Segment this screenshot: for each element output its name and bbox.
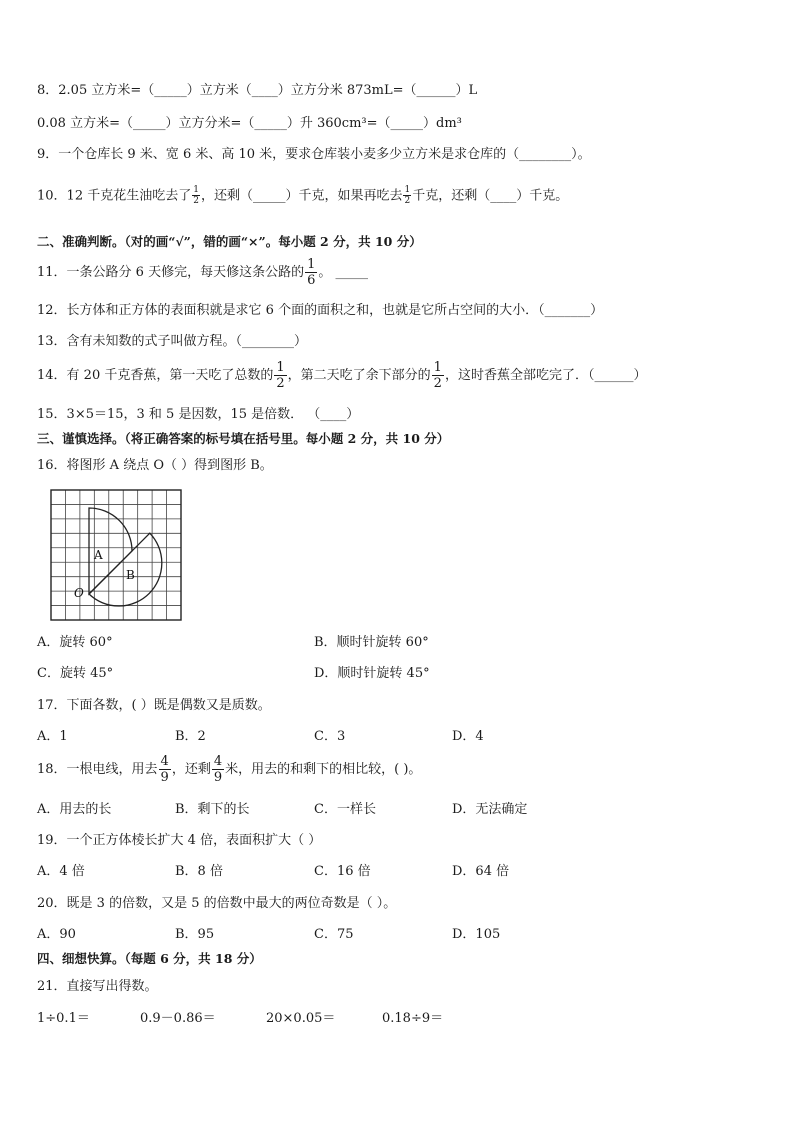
- q18-option-d[interactable]: D．无法确定: [452, 802, 528, 817]
- q17-stem: 17．下面各数，( ）既是偶数又是质数。: [37, 698, 271, 713]
- q11-fraction: [305, 258, 317, 287]
- q18-text: [37, 755, 421, 784]
- q21-item-2: 0.9－0.86＝: [140, 1011, 216, 1026]
- q18-option-c[interactable]: C．一样长: [314, 802, 376, 817]
- q14-frac2-den: 2: [433, 376, 442, 391]
- q14-frac1-num: 1: [276, 360, 285, 375]
- q14-frac1-den: 2: [276, 376, 285, 391]
- q18-part2: ，还剩: [171, 762, 211, 777]
- q11-text: [37, 258, 368, 287]
- q20-stem: 20．既是 3 的倍数，又是 5 的倍数中最大的两位奇数是（ ）。: [37, 896, 397, 911]
- q17-option-c[interactable]: C．3: [314, 729, 346, 744]
- q14-frac2-num: 1: [433, 360, 442, 375]
- q10-fraction-1: [192, 186, 200, 206]
- q18-option-a[interactable]: A．用去的长: [37, 802, 112, 817]
- q10-frac1-num: 1: [193, 185, 199, 195]
- q19-option-c[interactable]: C．16 倍: [314, 864, 371, 879]
- label-o: O: [74, 586, 84, 600]
- q12-text: 12．长方体和正方体的表面积就是求它 6 个面的面积之和，也就是它所占空间的大小．（_______）: [37, 303, 604, 318]
- label-a: A: [94, 548, 103, 562]
- q16-option-d[interactable]: D．顺时针旋转 45°: [314, 666, 430, 681]
- q21-item-3: 20×0.05＝: [266, 1011, 336, 1026]
- q8-line1: 8．2.05 立方米=（_____）立方米（____）立方分米 873mL=（______）L: [37, 83, 478, 98]
- q10-part2: ，还剩（_____）千克，如果再吃去: [200, 188, 403, 204]
- q14-fraction-2: [432, 361, 444, 390]
- q10-frac2-num: 1: [404, 185, 411, 195]
- section-2-heading: 二、准确判断。（对的画“√”，错的画“×”。每小题 2 分，共 10 分）: [37, 234, 422, 249]
- label-b: B: [126, 568, 135, 582]
- q10-frac2-den: 2: [404, 196, 411, 206]
- q10-part1: 10．12 千克花生油吃去了: [37, 188, 192, 204]
- q10-fraction-2: [403, 186, 411, 206]
- section-4-heading: 四、细想快算。（每题 6 分，共 18 分）: [37, 951, 262, 966]
- q20-option-a[interactable]: A．90: [37, 927, 76, 942]
- q18-frac1-num: 4: [160, 754, 169, 769]
- q11-frac-den: 6: [307, 273, 316, 288]
- q14-text: [37, 361, 646, 390]
- q16-option-a[interactable]: A．旋转 60°: [37, 635, 113, 650]
- q20-option-c[interactable]: C．75: [314, 927, 354, 942]
- q17-option-b[interactable]: B．2: [175, 729, 206, 744]
- q19-option-a[interactable]: A．4 倍: [37, 864, 85, 879]
- q14-fraction-1: [274, 361, 286, 390]
- q11-stem: 11．一条公路分 6 天修完，每天修这条公路的: [37, 265, 305, 280]
- q16-stem: 16．将图形 A 绕点 O（ ）得到图形 B。: [37, 458, 273, 473]
- q18-part3: 米，用去的和剩下的相比较，( )。: [225, 762, 422, 777]
- q21-item-4: 0.18÷9＝: [382, 1011, 444, 1026]
- q9-text: 9．一个仓库长 9 米、宽 6 米、高 10 米，要求仓库装小麦多少立方米是求仓库的（________）。: [37, 147, 591, 162]
- q11-tail: 。 _____: [318, 265, 368, 280]
- q17-option-d[interactable]: D．4: [452, 729, 484, 744]
- q14-part3: ，这时香蕉全部吃完了．（______）: [444, 368, 647, 383]
- q19-option-d[interactable]: D．64 倍: [452, 864, 510, 879]
- q20-option-b[interactable]: B．95: [175, 927, 215, 942]
- q18-frac1-den: 9: [160, 770, 169, 785]
- q14-part1: 14．有 20 千克香蕉，第一天吃了总数的: [37, 368, 274, 383]
- q19-option-b[interactable]: B．8 倍: [175, 864, 223, 879]
- q10-part3: 千克，还剩（____）千克。: [412, 188, 569, 204]
- q16-rotation-figure: [48, 487, 184, 623]
- q21-item-1: 1÷0.1＝: [37, 1011, 90, 1026]
- q8-line2: 0.08 立方米=（_____）立方分米=（_____）升 360cm³=（_____）dm³: [37, 116, 462, 131]
- q15-text: 15．3×5＝15，3 和 5 是因数，15 是倍数． （____）: [37, 407, 360, 422]
- q10-frac1-den: 2: [193, 196, 199, 206]
- q18-frac2-num: 4: [213, 754, 223, 769]
- q16-option-b[interactable]: B．顺时针旋转 60°: [314, 635, 429, 650]
- q10-text: [37, 186, 568, 206]
- q21-stem: 21．直接写出得数。: [37, 979, 158, 994]
- q17-option-a[interactable]: A．1: [37, 729, 68, 744]
- q20-option-d[interactable]: D．105: [452, 927, 501, 942]
- q18-fraction-1: [159, 755, 171, 784]
- q18-option-b[interactable]: B．剩下的长: [175, 802, 250, 817]
- q18-fraction-2: [212, 755, 224, 784]
- rotation-grid-svg: [48, 487, 184, 623]
- q14-part2: ，第二天吃了余下部分的: [287, 368, 431, 383]
- q19-stem: 19．一个正方体棱长扩大 4 倍，表面积扩大（ ）: [37, 833, 322, 848]
- q18-frac2-den: 9: [213, 770, 223, 785]
- section-3-heading: 三、谨慎选择。（将正确答案的标号填在括号里。每小题 2 分，共 10 分）: [37, 431, 450, 446]
- q13-text: 13．含有未知数的式子叫做方程。（________）: [37, 334, 308, 349]
- q16-option-c[interactable]: C．旋转 45°: [37, 666, 114, 681]
- q18-part1: 18．一根电线，用去: [37, 762, 158, 777]
- q11-frac-num: 1: [307, 257, 316, 272]
